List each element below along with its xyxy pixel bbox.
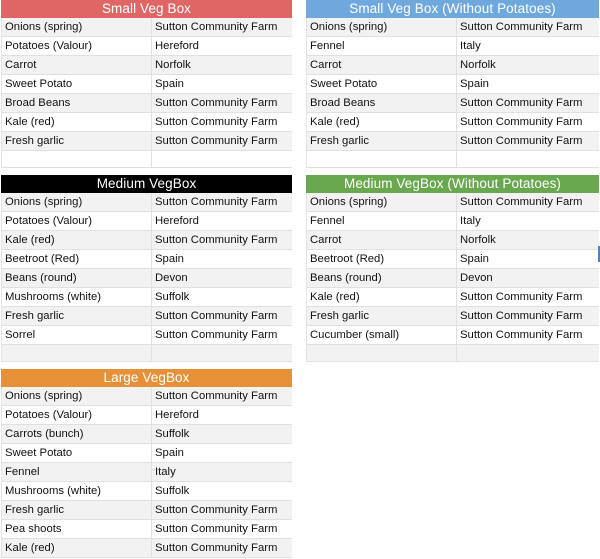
vegetable-cell[interactable]: Fresh garlic bbox=[307, 132, 457, 150]
vegetable-cell[interactable]: Fennel bbox=[2, 463, 152, 481]
box-title: Medium VegBox (Without Potatoes) bbox=[306, 175, 599, 193]
origin-cell[interactable]: Norfolk bbox=[460, 59, 496, 71]
empty-cell[interactable] bbox=[2, 345, 152, 361]
vegetable-cell[interactable]: Sweet Potato bbox=[2, 75, 152, 93]
box-rows bbox=[1, 387, 292, 558]
table-row bbox=[2, 387, 292, 406]
table-row bbox=[307, 18, 599, 37]
origin-cell[interactable]: Sutton Community Farm bbox=[460, 310, 583, 322]
box-title: Large VegBox bbox=[1, 369, 292, 387]
empty-cell[interactable] bbox=[307, 345, 457, 361]
table-row bbox=[2, 56, 292, 75]
box-rows bbox=[1, 193, 292, 362]
empty-row bbox=[307, 345, 599, 362]
origin-cell[interactable]: Sutton Community Farm bbox=[460, 329, 583, 341]
table-row bbox=[2, 193, 292, 212]
origin-cell[interactable]: Hereford bbox=[155, 40, 199, 52]
medium-vegbox-without-potatoes-table bbox=[306, 175, 599, 362]
vegetable-cell[interactable]: Sweet Potato bbox=[307, 75, 457, 93]
origin-cell[interactable]: Spain bbox=[155, 78, 184, 90]
origin-cell[interactable]: Sutton Community Farm bbox=[155, 234, 278, 246]
origin-cell[interactable]: Hereford bbox=[155, 215, 199, 227]
origin-cell[interactable]: Italy bbox=[155, 466, 176, 478]
box-rows bbox=[1, 18, 292, 168]
table-row bbox=[2, 444, 292, 463]
vegetable-cell[interactable]: Onions (spring) bbox=[307, 193, 457, 211]
vegetable-cell[interactable]: Fennel bbox=[307, 37, 457, 55]
vegetable-cell[interactable]: Onions (spring) bbox=[2, 387, 152, 405]
vegetable-cell[interactable]: Beetroot (Red) bbox=[2, 250, 152, 268]
origin-cell[interactable]: Sutton Community Farm bbox=[155, 97, 278, 109]
vegetable-cell[interactable]: Carrot bbox=[307, 56, 457, 74]
table-row bbox=[2, 113, 292, 132]
vegetable-cell[interactable]: Pea shoots bbox=[2, 520, 152, 538]
table-row bbox=[307, 132, 599, 151]
table-row bbox=[307, 250, 599, 269]
vegetable-cell[interactable]: Beans (round) bbox=[2, 269, 152, 287]
vegetable-cell[interactable]: Fresh garlic bbox=[2, 132, 152, 150]
vegetable-cell[interactable]: Cucumber (small) bbox=[307, 326, 457, 344]
origin-cell[interactable]: Sutton Community Farm bbox=[155, 523, 278, 535]
box-title: Medium VegBox bbox=[1, 175, 292, 193]
table-row bbox=[2, 482, 292, 501]
small-veg-box-without-potatoes-table bbox=[306, 0, 599, 168]
box-rows bbox=[306, 18, 599, 168]
origin-cell[interactable]: Sutton Community Farm bbox=[155, 135, 278, 147]
table-row bbox=[2, 231, 292, 250]
vegetable-cell[interactable]: Mushrooms (white) bbox=[2, 482, 152, 500]
vegetable-cell[interactable]: Broad Beans bbox=[307, 94, 457, 112]
vegetable-cell[interactable]: Sorrel bbox=[2, 326, 152, 344]
table-row bbox=[307, 231, 599, 250]
vegetable-cell[interactable]: Kale (red) bbox=[2, 113, 152, 131]
origin-cell[interactable]: Suffolk bbox=[155, 291, 190, 303]
table-row bbox=[2, 307, 292, 326]
table-row bbox=[2, 520, 292, 539]
origin-cell[interactable]: Sutton Community Farm bbox=[460, 135, 583, 147]
empty-cell[interactable] bbox=[152, 151, 292, 167]
table-row bbox=[2, 37, 292, 56]
table-row bbox=[307, 307, 599, 326]
origin-cell[interactable]: Devon bbox=[460, 272, 493, 284]
table-row bbox=[2, 326, 292, 345]
table-row bbox=[2, 132, 292, 151]
box-title: Small Veg Box bbox=[1, 0, 292, 18]
table-row bbox=[2, 425, 292, 444]
vegetable-cell[interactable]: Fresh garlic bbox=[307, 307, 457, 325]
vegetable-cell[interactable]: Potatoes (Valour) bbox=[2, 212, 152, 230]
origin-cell[interactable]: Italy bbox=[460, 215, 481, 227]
vegetable-cell[interactable]: Beans (round) bbox=[307, 269, 457, 287]
vegetable-cell[interactable]: Onions (spring) bbox=[2, 18, 152, 36]
origin-cell[interactable]: Sutton Community Farm bbox=[155, 310, 278, 322]
origin-cell[interactable]: Sutton Community Farm bbox=[155, 390, 278, 402]
empty-row bbox=[2, 345, 292, 362]
table-row bbox=[307, 94, 599, 113]
origin-cell[interactable]: Spain bbox=[460, 78, 489, 90]
table-row bbox=[2, 288, 292, 307]
origin-cell[interactable]: Norfolk bbox=[155, 59, 191, 71]
table-row bbox=[2, 94, 292, 113]
empty-cell[interactable] bbox=[307, 151, 457, 167]
vegetable-cell[interactable]: Kale (red) bbox=[2, 539, 152, 557]
origin-cell[interactable]: Sutton Community Farm bbox=[460, 116, 583, 128]
table-row bbox=[2, 539, 292, 558]
empty-row bbox=[307, 151, 599, 168]
table-row bbox=[2, 212, 292, 231]
table-row bbox=[307, 37, 599, 56]
origin-cell[interactable]: Suffolk bbox=[155, 428, 190, 440]
origin-cell[interactable]: Sutton Community Farm bbox=[155, 21, 278, 33]
origin-cell[interactable]: Norfolk bbox=[460, 234, 496, 246]
table-row bbox=[307, 212, 599, 231]
table-row bbox=[307, 56, 599, 75]
vegetable-cell[interactable]: Carrot bbox=[2, 56, 152, 74]
vegetable-cell[interactable]: Kale (red) bbox=[307, 113, 457, 131]
table-row bbox=[307, 269, 599, 288]
origin-cell[interactable]: Suffolk bbox=[155, 485, 190, 497]
vegetable-cell[interactable]: Sweet Potato bbox=[2, 444, 152, 462]
origin-cell[interactable]: Sutton Community Farm bbox=[155, 504, 278, 516]
origin-cell[interactable]: Spain bbox=[460, 253, 489, 265]
vegetable-cell[interactable]: Fresh garlic bbox=[2, 501, 152, 519]
table-row bbox=[307, 193, 599, 212]
vegetable-cell[interactable]: Potatoes (Valour) bbox=[2, 406, 152, 424]
origin-cell[interactable]: Hereford bbox=[155, 409, 199, 421]
small-veg-box-table bbox=[1, 0, 292, 168]
box-rows bbox=[306, 193, 599, 362]
table-row bbox=[2, 463, 292, 482]
vegetable-cell[interactable]: Beetroot (Red) bbox=[307, 250, 457, 268]
table-row bbox=[2, 250, 292, 269]
origin-cell[interactable]: Sutton Community Farm bbox=[155, 329, 278, 341]
vegetable-cell[interactable]: Onions (spring) bbox=[2, 193, 152, 211]
table-row bbox=[2, 269, 292, 288]
table-row bbox=[2, 406, 292, 425]
table-row bbox=[2, 18, 292, 37]
empty-cell[interactable] bbox=[152, 345, 292, 361]
origin-cell[interactable]: Devon bbox=[155, 272, 188, 284]
vegetable-cell[interactable]: Carrots (bunch) bbox=[2, 425, 152, 443]
origin-cell[interactable]: Sutton Community Farm bbox=[460, 291, 583, 303]
table-row bbox=[2, 75, 292, 94]
origin-cell[interactable]: Sutton Community Farm bbox=[155, 542, 278, 554]
table-row bbox=[2, 501, 292, 520]
table-row bbox=[307, 75, 599, 94]
origin-cell[interactable]: Spain bbox=[155, 447, 184, 459]
empty-cell[interactable] bbox=[2, 151, 152, 167]
vegetable-cell[interactable]: Fennel bbox=[307, 212, 457, 230]
empty-row bbox=[2, 151, 292, 168]
vegetable-cell[interactable]: Kale (red) bbox=[2, 231, 152, 249]
origin-cell[interactable]: Sutton Community Farm bbox=[460, 196, 583, 208]
table-row bbox=[307, 288, 599, 307]
vegetable-cell[interactable]: Broad Beans bbox=[2, 94, 152, 112]
box-title: Small Veg Box (Without Potatoes) bbox=[306, 0, 599, 18]
origin-cell[interactable]: Sutton Community Farm bbox=[460, 97, 583, 109]
origin-cell[interactable]: Italy bbox=[460, 40, 481, 52]
empty-cell[interactable] bbox=[457, 345, 599, 361]
vegetable-cell[interactable]: Mushrooms (white) bbox=[2, 288, 152, 306]
vegetable-cell[interactable]: Potatoes (Valour) bbox=[2, 37, 152, 55]
origin-cell[interactable]: Spain bbox=[155, 253, 184, 265]
table-row bbox=[307, 113, 599, 132]
vegetable-cell[interactable]: Kale (red) bbox=[307, 288, 457, 306]
vegetable-cell[interactable]: Fresh garlic bbox=[2, 307, 152, 325]
large-vegbox-table bbox=[1, 369, 292, 558]
table-row bbox=[307, 326, 599, 345]
origin-cell[interactable]: Sutton Community Farm bbox=[155, 196, 278, 208]
origin-cell[interactable]: Sutton Community Farm bbox=[460, 21, 583, 33]
empty-cell[interactable] bbox=[457, 151, 599, 167]
vegetable-cell[interactable]: Carrot bbox=[307, 231, 457, 249]
vegetable-cell[interactable]: Onions (spring) bbox=[307, 18, 457, 36]
origin-cell[interactable]: Sutton Community Farm bbox=[155, 116, 278, 128]
medium-vegbox-table bbox=[1, 175, 292, 362]
